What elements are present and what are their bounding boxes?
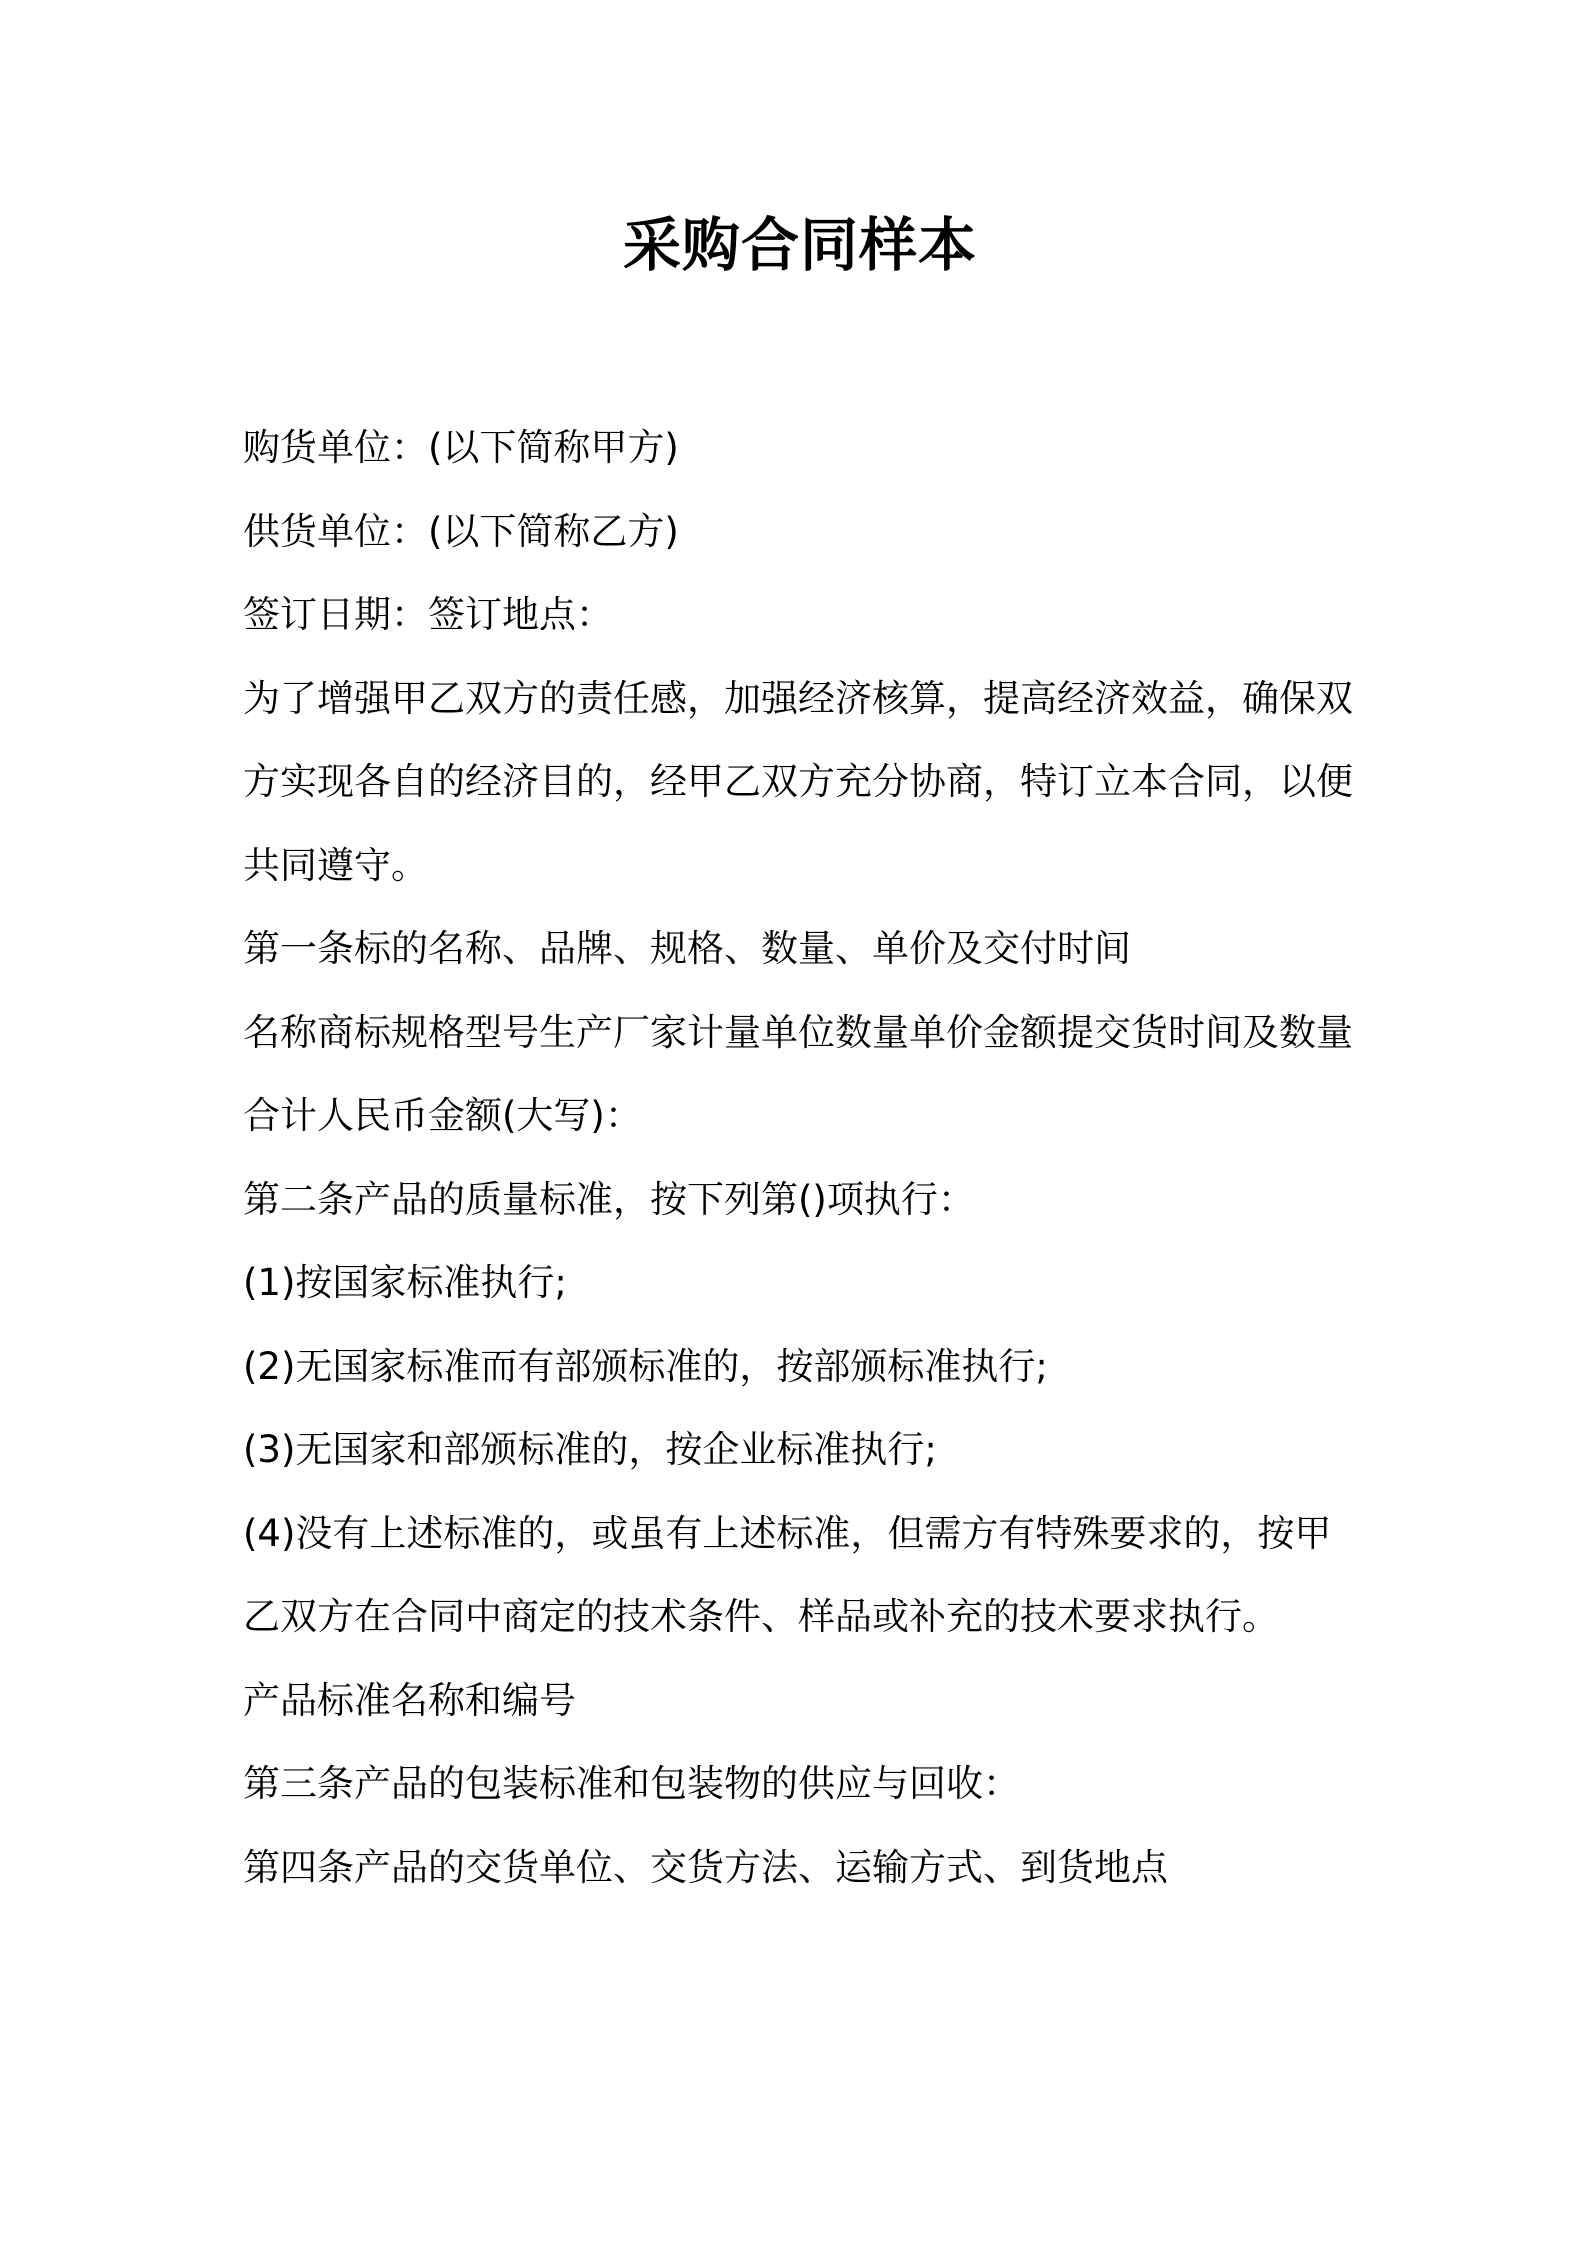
buyer-line: 购货单位：(以下简称甲方) <box>243 426 679 469</box>
article-3-heading: 第三条产品的包装标准和包装物的供应与回收： <box>243 1762 1020 1805</box>
document-title: 采购合同样本 <box>622 211 977 279</box>
article-4-heading: 第四条产品的交货单位、交货方法、运输方式、到货地点 <box>243 1845 1168 1889</box>
supplier-line: 供货单位：(以下简称乙方) <box>243 509 679 553</box>
article-2-item-4: (4)没有上述标准的，或虽有上述标准，但需方有特殊要求的，按甲乙双方在合同中商定的技术条件、样品或补充的技术要求执行。 <box>243 1511 1332 1638</box>
article-2-item-1: (1)按国家标准执行; <box>243 1261 567 1304</box>
preamble-paragraph: 为了增强甲乙双方的责任感，加强经济核算，提高经济效益，确保双方实现各自的经济目的，经甲乙双方充分协商，特订立本合同，以便共同遵守。 <box>243 676 1353 887</box>
article-1-heading: 第一条标的名称、品牌、规格、数量、单价及交付时间 <box>243 927 1131 970</box>
document-body <box>243 406 1358 1909</box>
article-2-heading: 第二条产品的质量标准，按下列第()项执行： <box>243 1177 975 1221</box>
product-standard-line: 产品标准名称和编号 <box>243 1678 576 1722</box>
total-amount-line: 合计人民币金额(大写)： <box>243 1094 642 1137</box>
signing-date-location-line: 签订日期：签订地点： <box>243 593 613 636</box>
article-2-item-2: (2)无国家标准而有部颁标准的，按部颁标准执行; <box>243 1344 1048 1388</box>
article-2-item-3: (3)无国家和部颁标准的，按企业标准执行; <box>243 1428 937 1471</box>
article-1-columns-line: 名称商标规格型号生产厂家计量单位数量单价金额提交货时间及数量 <box>243 1010 1353 1054</box>
